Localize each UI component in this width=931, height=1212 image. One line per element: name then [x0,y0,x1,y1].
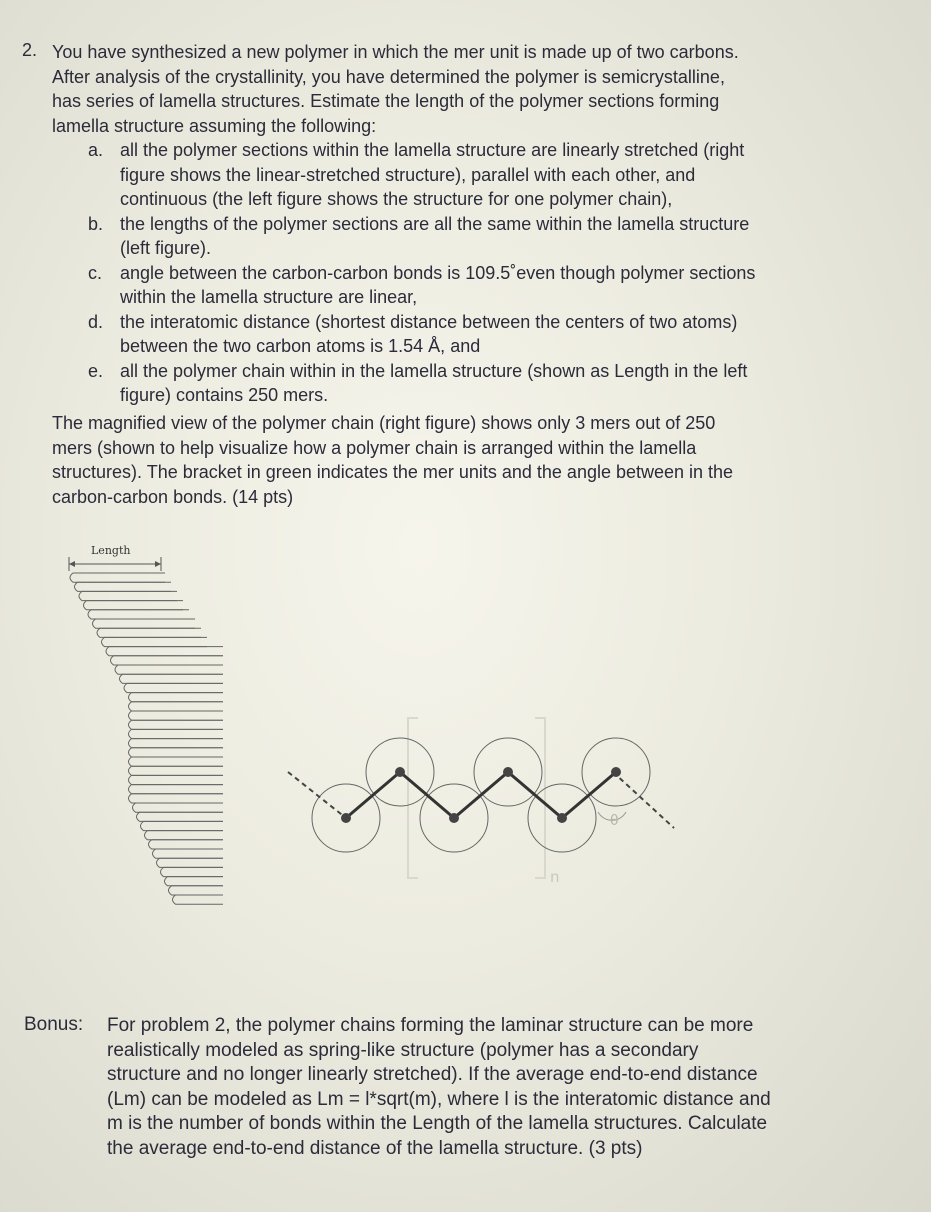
chain-fold [84,601,184,610]
chain-fold [129,794,224,803]
outro-line: structures). The bracket in green indicates the mer units and the angle between in the [52,462,734,482]
assumption-line: angle between the carbon-carbon bonds is 109.5˚even though polymer sections [120,262,756,283]
chain-fold [102,637,208,646]
intro-line: You have synthesized a new polymer in which the mer unit is made up of two carbons. [52,42,739,62]
chain-fold [129,693,224,702]
chain-continuation-right [613,772,674,828]
assumption-e [88,359,908,408]
chain-fold [161,867,224,876]
carbon-bond [346,772,400,818]
chain-fold [79,591,177,600]
chain-fold [129,729,224,738]
assumption-line: the interatomic distance (shortest distance between the centers of two atoms) [120,311,738,332]
assumption-list [88,138,908,408]
assumption-c [88,261,908,310]
carbon-atom [503,767,513,777]
assumption-a [88,138,908,212]
chain-fold [88,610,189,619]
assumption-line: within the lamella structure are linear, [120,287,418,307]
chain-fold [141,821,224,830]
carbon-atom [557,813,567,823]
chain-fold [115,665,223,674]
bonus-line: the average end-to-end distance of the lamella structure. (3 pts) [107,1137,643,1159]
chain-fold [129,702,224,711]
chain-fold [165,877,224,886]
chain-fold [153,849,224,858]
outro-line: The magnified view of the polymer chain (right figure) shows only 3 mers out of 250 [52,413,716,433]
assumption-line: figure) contains 250 mers. [120,385,329,405]
assumption-line: continuous (the left figure shows the structure for one polymer chain), [120,189,673,209]
intro-line: lamella structure assuming the following: [52,115,377,136]
assumption-letter: c. [88,262,103,283]
problem-number: 2. [22,40,38,60]
repeat-subscript: n [550,868,560,886]
bonus-line: m is the number of bonds within the Length of the lamella structures. Calculate [107,1113,768,1134]
chain-fold [133,803,224,812]
intro-line: has series of lamella structures. Estimate the length of the polymer sections forming [52,91,720,111]
carbon-atom [449,813,459,823]
chain-fold [97,628,201,637]
chain-fold [111,656,224,665]
assumption-b [88,212,908,261]
assumption-line: (left figure). [120,238,212,258]
polymer-chain-figure [280,700,680,890]
assumption-line: all the polymer sections within the lamella structure are linearly stretched (right [120,140,745,160]
carbon-atom [395,767,405,777]
theta-label: θ [610,813,619,829]
bonus-line: realistically modeled as spring-like structure (polymer has a secondary [107,1039,699,1061]
chain-fold [129,748,224,757]
lamella-figure [55,535,245,915]
carbon-bond [508,772,562,818]
outro-line: carbon-carbon bonds. (14 pts) [52,486,294,507]
assumption-line: between the two carbon atoms is 1.54 Å, and [120,336,481,356]
carbon-atoms [312,738,650,852]
length-arrowhead-left [69,561,75,567]
chain-folds [70,573,223,904]
chain-fold [129,757,224,766]
bonus-line: For problem 2, the polymer chains forming the laminar structure can be more [107,1015,754,1036]
assumption-letter: a. [88,140,104,160]
chain-fold [169,886,224,895]
problem-outro [52,411,733,509]
bonus-text [107,1014,771,1161]
chain-fold [173,895,224,904]
intro-line: After analysis of the crystallinity, you have determined the polymer is semicrystalline, [52,66,725,87]
chain-fold [157,858,224,867]
carbon-bond [454,772,508,818]
chain-fold [137,812,224,821]
bonus-line: (Lm) can be modeled as Lm = l*sqrt(m), where l is the interatomic distance and [107,1088,771,1110]
assumption-line: figure shows the linear-stretched structure), parallel with each other, and [120,164,696,185]
chain-fold [75,582,172,591]
chain-fold [129,739,224,748]
assumption-d [88,310,908,359]
problem-intro [52,40,912,138]
chain-fold [70,573,165,582]
assumption-line: all the polymer chain within in the lamella structure (shown as Length in the left [120,360,748,381]
chain-fold [106,647,223,656]
chain-fold [145,831,224,840]
chain-fold [93,619,196,628]
length-arrowhead-right [155,561,161,567]
assumption-letter: b. [88,213,104,234]
carbon-bond [562,772,616,818]
length-label: Length [91,544,131,557]
chain-fold [129,775,224,784]
chain-fold [129,785,224,794]
chain-fold [129,711,224,720]
chain-fold [129,720,224,729]
chain-fold [120,674,224,683]
chain-fold [149,840,224,849]
assumption-letter: d. [88,311,104,332]
assumption-letter: e. [88,360,104,381]
chain-fold [129,766,224,775]
bonus-line: structure and no longer linearly stretched). If the average end-to-end distance [107,1064,758,1085]
chain-fold [124,683,223,692]
assumption-line: the lengths of the polymer sections are all the same within the lamella structure [120,213,750,234]
outro-line: mers (shown to help visualize how a polymer chain is arranged within the lamella [52,437,697,458]
chain-continuation-left [288,772,346,818]
bonus-label: Bonus: [24,1014,84,1035]
